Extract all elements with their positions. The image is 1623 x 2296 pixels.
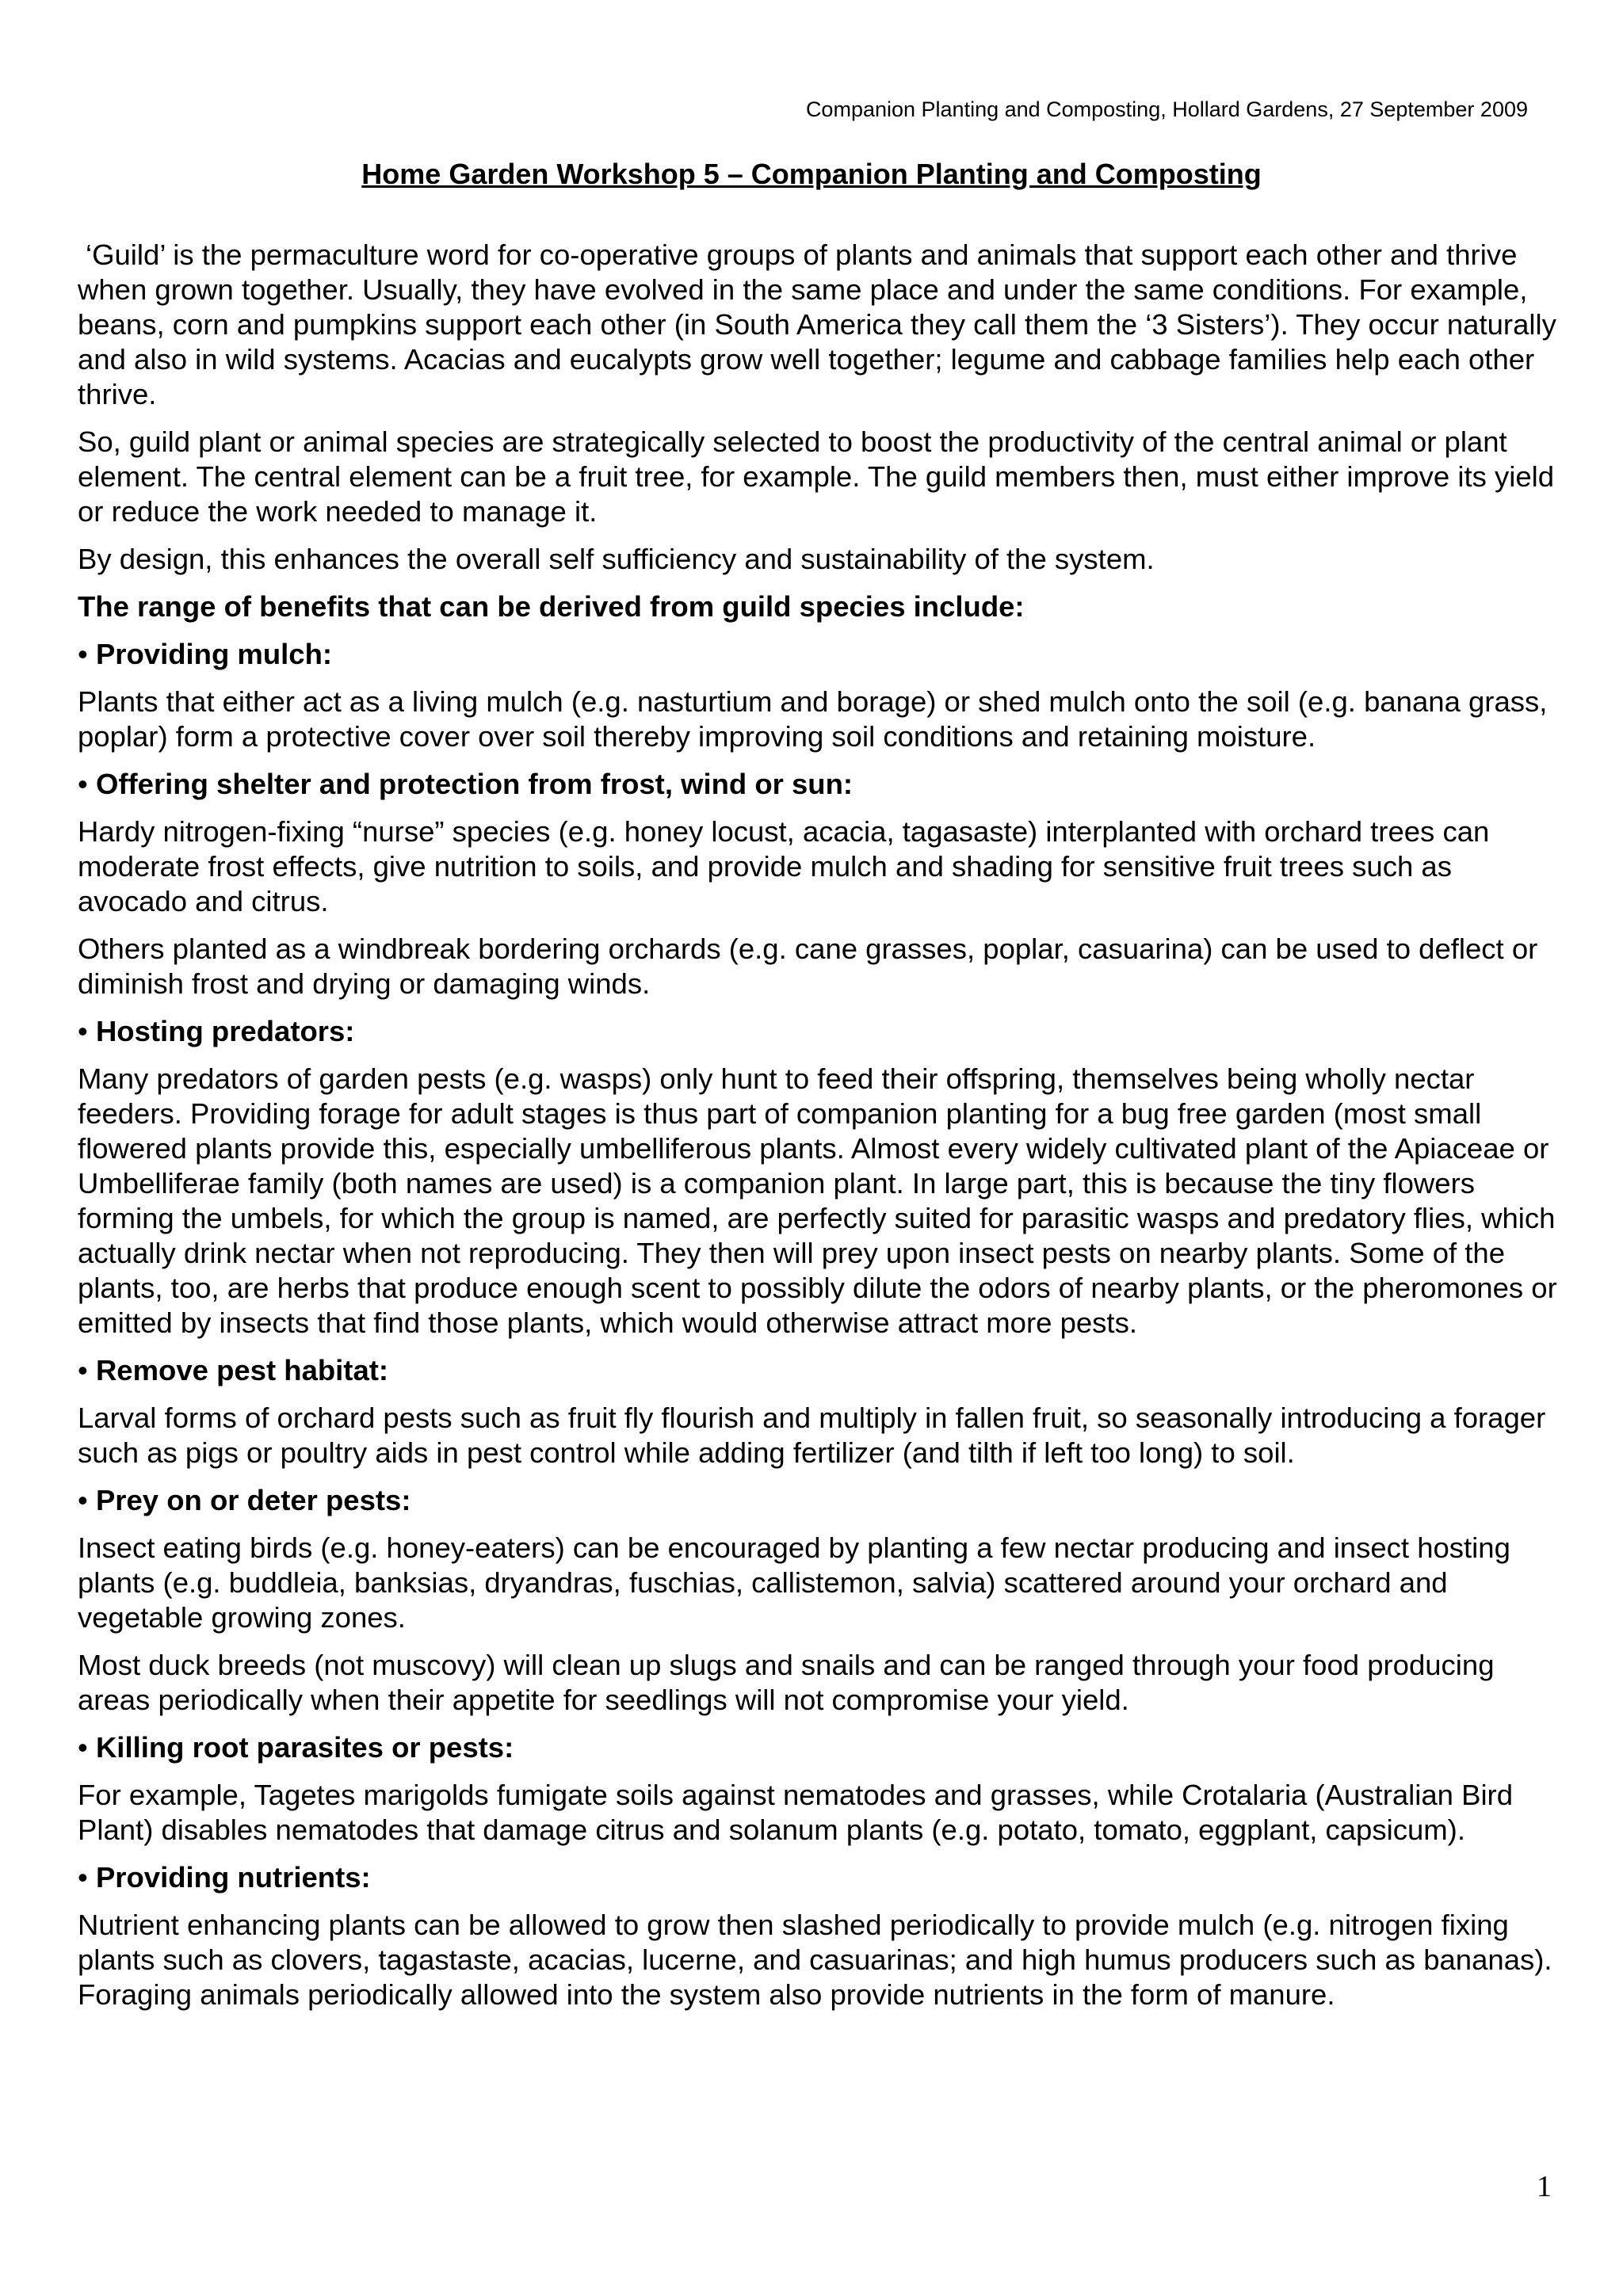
section-heading-predators xyxy=(78,1014,1561,1049)
section-heading-text: Prey on or deter pests: xyxy=(95,1484,411,1516)
section-paragraph: For example, Tagetes marigolds fumigate soils against nematodes and grasses, while Crotalaria (Australian Bird Plant) disables nematodes that damage citrus and solanum plants (e.g. potato, tomato, eggplant, capsicum). xyxy=(78,1779,1514,1846)
section-heading-text: Killing root parasites or pests: xyxy=(95,1731,514,1764)
section-heading-parasites xyxy=(78,1730,1561,1765)
intro-paragraph: So, guild plant or animal species are strategically selected to boost the productivity of the central animal or plant element. The central element can be a fruit tree, for example. The guild members then, must either improve its yield or reduce the work needed to manage it. xyxy=(78,425,1555,528)
benefits-lead-heading: The range of benefits that can be derived from guild species include: xyxy=(78,590,1025,623)
section-heading-shelter xyxy=(78,767,1561,802)
section-paragraph: Hardy nitrogen-fixing “nurse” species (e.g. honey locust, acacia, tagasaste) interplanted with orchard trees can moderate frost effects, give nutrition to soils, and provide mulch and shading for sensitive fruit trees such as avocado and citrus. xyxy=(78,815,1490,917)
bullet-icon: • xyxy=(78,1861,88,1894)
section-heading-text: Offering shelter and protection from frost, wind or sun: xyxy=(95,768,854,800)
section-heading-mulch xyxy=(78,637,1561,672)
intro-paragraph: By design, this enhances the overall self sufficiency and sustainability of the system. xyxy=(78,543,1155,575)
section-heading-text: Remove pest habitat: xyxy=(95,1354,389,1386)
section-paragraph: Nutrient enhancing plants can be allowed to grow then slashed periodically to provide mulch (e.g. nitrogen fixing plants such as clovers, tagastaste, acacias, lucerne, and casuarinas; and high humus producers such as bananas). Foraging animals periodically allowed into the system also provide nutrients in the form of manure. xyxy=(78,1909,1552,2011)
page-number: 1 xyxy=(1537,2170,1552,2203)
section-paragraph: Others planted as a windbreak bordering orchards (e.g. cane grasses, poplar, casuarina) can be used to deflect or diminish frost and drying or damaging winds. xyxy=(78,933,1538,1000)
document-body xyxy=(78,238,1561,2025)
section-paragraph: Larval forms of orchard pests such as fruit fly flourish and multiply in fallen fruit, so seasonally introducing a forager such as pigs or poultry aids in pest control while adding fertilizer (and tilth if left too long) to soil. xyxy=(78,1402,1546,1469)
section-heading-prey xyxy=(78,1483,1561,1518)
section-heading-text: Hosting predators: xyxy=(95,1015,355,1047)
section-heading-nutrients xyxy=(78,1860,1561,1895)
section-heading-text: Providing mulch: xyxy=(95,638,333,670)
bullet-icon: • xyxy=(78,1731,88,1764)
section-paragraph: Most duck breeds (not muscovy) will clean up slugs and snails and can be ranged through your food producing areas periodically when their appetite for seedlings will not compromise your yield. xyxy=(78,1649,1495,1716)
section-paragraph: Plants that either act as a living mulch (e.g. nasturtium and borage) or shed mulch onto the soil (e.g. banana grass, poplar) form a protective cover over soil thereby improving soil conditions and retaining moisture. xyxy=(78,685,1548,753)
intro-paragraph: ‘Guild’ is the permaculture word for co-operative groups of plants and animals that support each other and thrive when grown together. Usually, they have evolved in the same place and under the same conditions. For example, beans, corn and pumpkins support each other (in South America they call them the ‘3 Sisters’). They occur naturally and also in wild systems. Acacias and eucalypts grow well together; legume and cabbage families help each other thrive. xyxy=(78,238,1556,410)
document-title: Home Garden Workshop 5 – Companion Planting and Composting xyxy=(361,158,1262,190)
section-paragraph: Many predators of garden pests (e.g. wasps) only hunt to feed their offspring, themselves being wholly nectar feeders. Providing forage for adult stages is thus part of companion planting for a bug free garden (most small flowered plants provide this, especially umbelliferous plants. Almost every widely cultivated plant of the Apiaceae or Umbelliferae family (both names are used) is a companion plant. In large part, this is because the tiny flowers forming the umbels, for which the group is named, are perfectly suited for parasitic wasps and predatory flies, which actually drink nectar when not reproducing. They then will prey upon insect pests on nearby plants. Some of the plants, too, are herbs that produce enough scent to possibly dilute the odors of nearby plants, or the pheromones or emitted by insects that find those plants, which would otherwise attract more pests. xyxy=(78,1062,1557,1339)
bullet-icon: • xyxy=(78,638,88,670)
bullet-icon: • xyxy=(78,1354,88,1386)
section-heading-text: Providing nutrients: xyxy=(95,1861,371,1894)
bullet-icon: • xyxy=(78,768,88,800)
running-header: Companion Planting and Composting, Hollard Gardens, 27 September 2009 xyxy=(805,97,1528,121)
section-paragraph: Insect eating birds (e.g. honey-eaters) can be encouraged by planting a few nectar producing and insect hosting plants (e.g. buddleia, banksias, dryandras, fuschias, callistemon, salvia) scattered around your orchard and vegetable growing zones. xyxy=(78,1531,1510,1634)
section-heading-habitat xyxy=(78,1353,1561,1388)
bullet-icon: • xyxy=(78,1484,88,1516)
bullet-icon: • xyxy=(78,1015,88,1047)
